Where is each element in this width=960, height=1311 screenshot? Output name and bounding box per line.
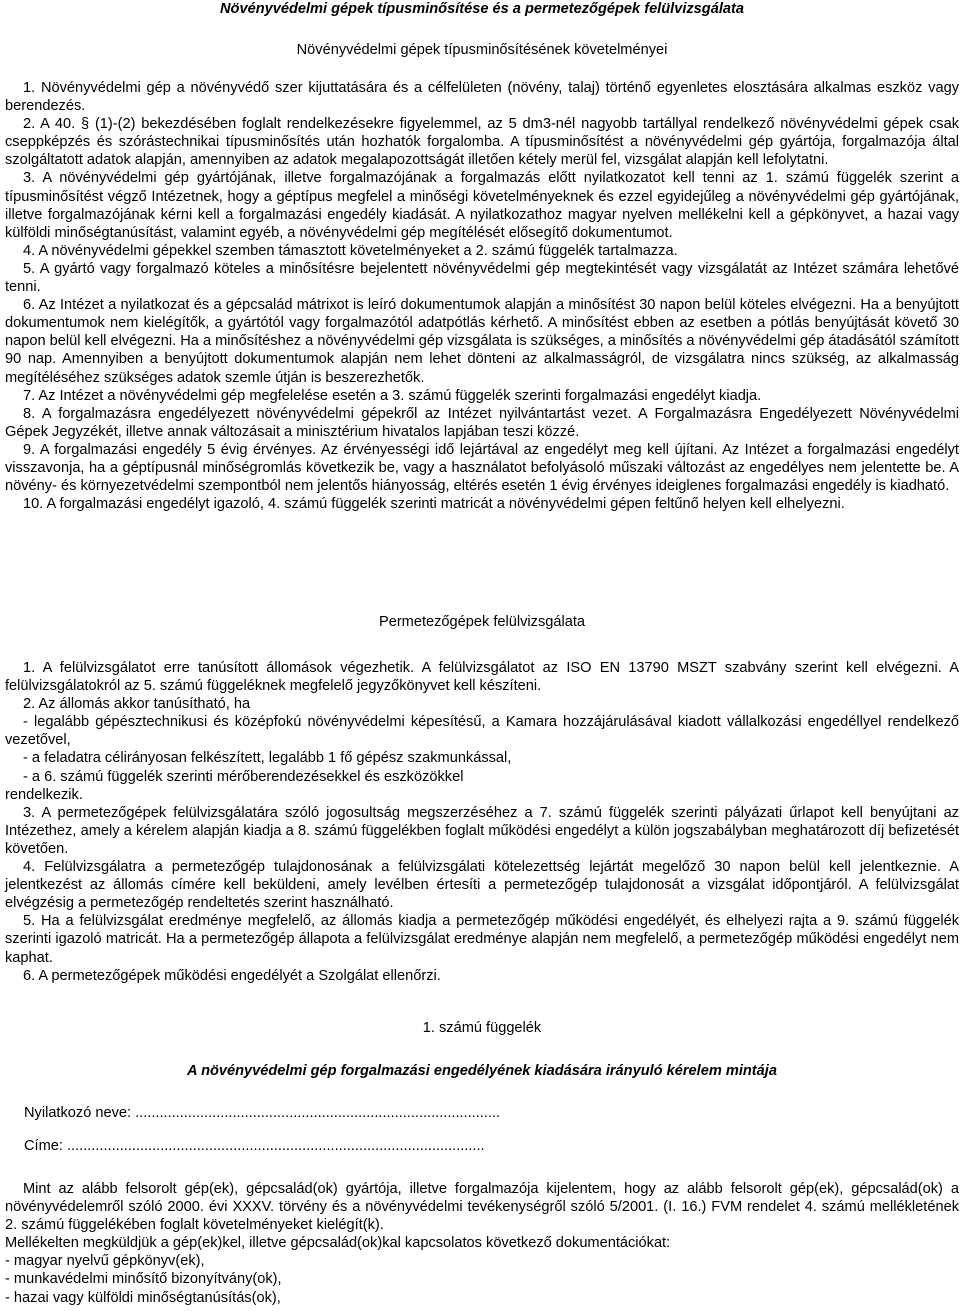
inspection-paragraph-3: 3. A permetezőgépek felülvizsgálatára szóló jogosultság megszerzéséhez a 7. számú függelék szerinti pályázati űrlapot kell benyújtani az Intézethez, amely a kérelem alapján kiadja a 8. számú függelékben foglalt működési engedélyt a külön jogszabályban meghatározott díj befizetését követően. xyxy=(5,804,959,857)
section-sprayer-inspection xyxy=(5,659,959,985)
paragraph-9: 9. A forgalmazási engedély 5 évig érvényes. Az érvényességi idő lejártával az engedélyt meg kell újítani. Az Intézet a forgalmazási engedélyt visszavonja, ha a géptípusnál minőségromlás következik be, vagy a használatot befolyásoló műszaki változást az engedélyes nem jelentette be. A növény- és környezetvédelmi szempontból nem jelentős hiányosság, eltérés esetén 1 évig érvényes ideiglenes forgalmazási engedély is kiadható. xyxy=(5,441,959,495)
inspection-paragraph-2: 2. Az állomás akkor tanúsítható, ha xyxy=(23,696,251,713)
inspection-condition-3: - a 6. számú függelék szerinti mérőberendezésekkel és eszközökkel xyxy=(23,768,464,785)
declarant-name-field: Nyilatkozó neve: .......................................................................................... xyxy=(24,1105,501,1121)
paragraph-5: 5. A gyártó vagy forgalmazó köteles a minősítésre bejelentett növényvédelmi gép megtekintését vagy vizsgálatát az Intézet számára lehetővé tenni. xyxy=(5,260,959,296)
attachment-item-2: - munkavédelmi minősítő bizonyítvány(ok), xyxy=(5,1271,282,1288)
inspection-condition-2: - a feladatra célirányosan felkészített, legalább 1 fő gépész szakmunkással, xyxy=(23,750,512,767)
paragraph-10: 10. A forgalmazási engedélyt igazoló, 4. számú függelék szerinti matricát a növényvédelmi gépen feltűnő helyen kell elhelyezni. xyxy=(23,496,845,513)
paragraph-6: 6. Az Intézet a nyilatkozat és a gépcsalád mátrixot is leíró dokumentumok alapján a minősítést 30 napon belül köteles elvégezni. Ha a benyújtott dokumentumok nem kielégítők, a gyártótól vagy forgalmazótól adatpótlás kérhető. A minősítést ebben az esetben a pótlás benyújtását követő 30 napon belül kell elvégezni. Ha a minősítéshez a növényvédelmi gép vizsgálata is szükséges, a minősítés a növényvédelmi gép átadásától számított 90 nap. Amennyiben a benyújtott dokumentumok alapján nem lehet dönteni az alkalmasságról, de vizsgálatra nincs szükség, az alkalmasság megítéléséhez szükséges adatok szemle útján is beszerezhetők. xyxy=(5,297,959,386)
appendix-title: A növényvédelmi gép forgalmazási engedélyének kiadására irányuló kérelem mintája xyxy=(187,1063,777,1079)
paragraph-4: 4. A növényvédelmi gépekkel szemben támasztott követelményeket a 2. számú függelék tartalmazza. xyxy=(23,242,678,259)
paragraph-8: 8. A forgalmazásra engedélyezett növényvédelmi gépekről az Intézet nyilvántartást vezet. A Forgalmazásra Engedélyezett Növényvédelmi Gépek Jegyzékét, illetve annak változásait a minisztérium hivatalos lapjában teszi közzé. xyxy=(5,405,959,440)
inspection-paragraph-1: 1. A felülvizsgálatot erre tanúsított állomások végezhetik. A felülvizsgálatot az ISO EN 13790 MSZT szabvány szerint kell elvégezni. A felülvizsgálatokról az 5. számú függeléknek megfelelő jegyzőkönyvet kell készíteni. xyxy=(5,660,959,695)
inspection-condition-1: - legalább gépésztechnikusi és középfokú növényvédelmi képesítésű, a Kamara hozzájárulásával kiadott vállalkozási engedéllyel rendelkező vezetővel, xyxy=(5,714,959,749)
declaration-paragraph: Mint az alább felsorolt gép(ek), gépcsalád(ok) gyártója, illetve forgalmazója kijelentem, hogy az alább felsorolt gép(ek), gépcsalád(ok) a növényvédelemről szóló 2000. évi XXXV. törvény és a növényvédelmi tevékenységről szóló 5/2001. (I. 16.) FVM rendelet 4. számú mellékletének 2. számú függelékében foglalt követelményeket kielégít(k). xyxy=(5,1181,959,1234)
inspection-condition-end: rendelkezik. xyxy=(5,786,83,803)
document-title: Növényvédelmi gépek típusminősítése és a permetezőgépek felülvizsgálata xyxy=(220,1,744,17)
paragraph-3: 3. A növényvédelmi gép gyártójának, illetve forgalmazójának a forgalmazás előtt nyilatkozatot kell tenni az 1. számú függelék szerint a típusminősítést végző Intézetnek, hogy a géptípus megfelel a minőségi követelményeknek és ezzel egyidejűleg a növényvédelmi gép gyártójának, illetve forgalmazójának kérni kell a forgalmazási engedély kiadását. A nyilatkozathoz magyar nyelven mellékelni kell a gépkönyvet, a hazai vagy külföldi minőségtanúsítást, valamint egyéb, a növényvédelmi gép megítélését elősegítő dokumentumot. xyxy=(5,170,959,241)
inspection-paragraph-5: 5. Ha a felülvizsgálat eredménye megfelelő, az állomás kiadja a permetezőgép működési engedélyét, és elhelyezi rajta a 9. számú függelék szerinti igazoló matricát. Ha a permetezőgép állapota a felülvizsgálat eredménye alapján nem megfelelő, a permetezőgép működési engedélyt nem kaphat. xyxy=(5,913,959,966)
inspection-paragraph-6: 6. A permetezőgépek működési engedélyét a Szolgálat ellenőrzi. xyxy=(23,967,441,984)
attachment-item-1: - magyar nyelvű gépkönyv(ek), xyxy=(5,1253,205,1270)
paragraph-1: 1. Növényvédelmi gép a növényvédő szer kijuttatására és a célfelületen (növény, talaj) történő egyenletes elosztására alkalmas eszköz vagy berendezés. xyxy=(5,80,959,115)
paragraph-7: 7. Az Intézet a növényvédelmi gép megfelelése esetén a 3. számú függelék szerinti forgalmazási engedélyt kiadja. xyxy=(23,387,762,404)
section-heading-sprayer-inspection: Permetezőgépek felülvizsgálata xyxy=(378,614,586,630)
inspection-paragraph-4: 4. Felülvizsgálatra a permetezőgép tulajdonosának a felülvizsgálati kötelezettség lejártát megelőző 30 napon belül kell jelentkeznie. A jelentkezést az állomás címére kell beküldeni, amely levélben értesíti a permetezőgép tulajdonosát a vizsgálat időpontjáról. A felülvizsgálat elvégzésig a permetezőgép rendeltetés szerint használható. xyxy=(5,859,959,912)
section-type-qualification xyxy=(5,79,959,513)
appendix-label: 1. számú függelék xyxy=(422,1020,542,1036)
declaration-section xyxy=(5,1180,959,1307)
section-heading-type-qualification: Növényvédelmi gépek típusminősítésének követelményei xyxy=(296,42,668,58)
attachments-intro: Mellékelten megküldjük a gép(ek)kel, illetve gépcsalád(ok)kal kapcsolatos következő dokumentációkat: xyxy=(5,1235,671,1252)
declarant-address-field: Címe: ....................................................................................................... xyxy=(24,1138,485,1154)
paragraph-2: 2. A 40. § (1)-(2) bekezdésében foglalt rendelkezésekre figyelemmel, az 5 dm3-nél nagyobb tartállyal rendelkező növényvédelmi gépek csak cseppképzés és szórástechnikai típusminősítés után hozhatók forgalomba. A típusminősítést a növényvédelmi gép gyártója, forgalmazója által szolgáltatott adatok alapján, amennyiben az adatok megalapozottságát illetően kétely merül fel, vizsgálat alapján kell lefolytatni. xyxy=(5,116,959,169)
attachment-item-3: - hazai vagy külföldi minőségtanúsítás(ok), xyxy=(5,1289,281,1306)
